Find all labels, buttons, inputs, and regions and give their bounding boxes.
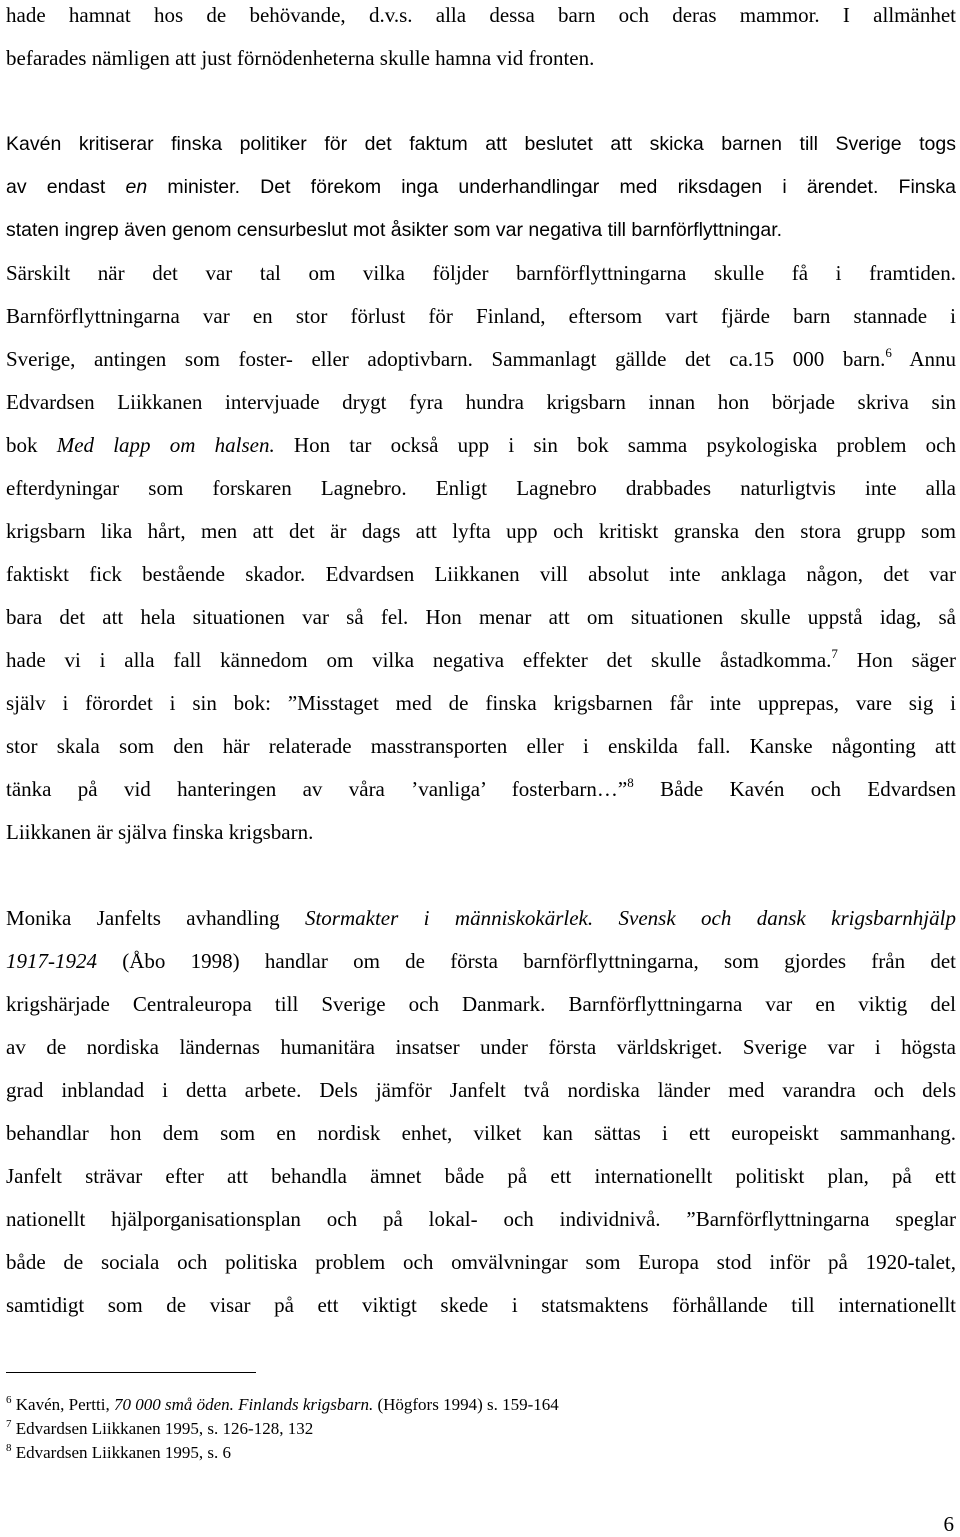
- text-line: Barnförflyttningarna var en stor förlust för Finland, eftersom vart fjärde barn stannade i: [6, 304, 956, 328]
- footnote-ref: 8: [627, 775, 634, 790]
- text-line: av endast en minister. Det förekom inga underhandlingar med riksdagen i ärendet. Finska: [6, 176, 956, 198]
- text-line: bara det att hela situationen var så fel. Hon menar att om situationen skulle uppstå idag, så: [6, 605, 956, 629]
- footnote: $^6$ Kavén, Pertti, 70 000 små öden. Finlands krigsbarn. (Högfors 1994) s. 159-164: [6, 1394, 559, 1414]
- text-line: befarades nämligen att just förnödenheterna skulle hamna vid fronten.: [6, 46, 595, 70]
- footnote-ref: 7: [831, 646, 838, 661]
- text-line: Janfelt strävar efter att behandla ämnet både på ett internationellt politiskt plan, på ett: [6, 1164, 956, 1188]
- text-line: faktiskt fick bestående skador. Edvardsen Liikkanen vill absolut inte anklaga någon, det var: [6, 562, 956, 586]
- text-line: grad inblandad i detta arbete. Dels jämför Janfelt två nordiska länder med varandra och dels: [6, 1078, 956, 1102]
- footnote: $^7$ Edvardsen Liikkanen 1995, s. 126-128, 132: [6, 1418, 314, 1438]
- text-line: nationellt hjälporganisationsplan och på lokal- och individnivå. ”Barnförflyttningarna speglar: [6, 1207, 956, 1231]
- text-line: samtidigt som de visar på ett viktigt skede i statsmaktens förhållande till internationellt: [6, 1293, 956, 1317]
- text-line: själv i förordet i sin bok: ”Misstaget med de finska krigsbarnen får inte upprepas, vare sig i: [6, 691, 956, 715]
- text-line: krigsbarn lika hårt, men att det är dags att lyfta upp och kritiskt granska den stora grupp som: [6, 519, 956, 543]
- text-line: staten ingrep även genom censurbeslut mot åsikter som var negativa till barnförflyttningar.: [6, 219, 783, 241]
- text-line: stor skala som den här relaterade masstransporten eller i enskilda fall. Kanske någonting att: [6, 734, 956, 758]
- text-line: Sverige, antingen som foster- eller adoptivbarn. Sammanlagt gällde det ca.15 000 barn.$^6$ Annu: [6, 345, 956, 371]
- footnote-separator: [6, 1372, 256, 1373]
- text-line: både de sociala och politiska problem och omvälvningar som Europa stod inför på 1920-talet,: [6, 1250, 956, 1274]
- text-line: Monika Janfelts avhandling Stormakter i människokärlek. Svensk och dansk krigsbarnhjälp: [6, 906, 956, 930]
- text-line: behandlar hon dem som en nordisk enhet, vilket kan sättas i ett europeiskt sammanhang.: [6, 1121, 956, 1145]
- text-line: Särskilt när det var tal om vilka följder barnförflyttningarna skulle få i framtiden.: [6, 261, 956, 285]
- text-line: Edvardsen Liikkanen intervjuade drygt fyra hundra krigsbarn innan hon började skriva sin: [6, 390, 956, 414]
- text-line: 1917-1924 (Åbo 1998) handlar om de första barnförflyttningarna, som gjordes från det: [6, 949, 956, 973]
- text-line: efterdyningar som forskaren Lagnebro. Enligt Lagnebro drabbades naturligtvis inte alla: [6, 476, 956, 500]
- page-number: 6: [943, 1512, 954, 1536]
- text-line: bok Med lapp om halsen. Hon tar också upp i sin bok samma psykologiska problem och: [6, 433, 956, 457]
- footnote: $^8$ Edvardsen Liikkanen 1995, s. 6: [6, 1442, 232, 1462]
- text-line: Liikkanen är själva finska krigsbarn.: [6, 820, 314, 844]
- text-line: av de nordiska ländernas humanitära insatser under första världskriget. Sverige var i högsta: [6, 1035, 956, 1059]
- text-line: hade vi i alla fall kännedom om vilka negativa effekter det skulle åstadkomma.$^7$ Hon säger: [6, 646, 956, 672]
- footnote-ref: 6: [885, 345, 892, 360]
- text-line: hade hamnat hos de behövande, d.v.s. alla dessa barn och deras mammor. I allmänhet: [6, 3, 956, 27]
- text-line: Kavén kritiserar finska politiker för det faktum att beslutet att skicka barnen till Sverige togs: [6, 133, 956, 155]
- text-line: tänka på vid hanteringen av våra ’vanliga’ fosterbarn…”$^8$ Både Kavén och Edvardsen: [6, 775, 956, 801]
- text-line: krigshärjade Centraleuropa till Sverige och Danmark. Barnförflyttningarna var en viktig del: [6, 992, 956, 1016]
